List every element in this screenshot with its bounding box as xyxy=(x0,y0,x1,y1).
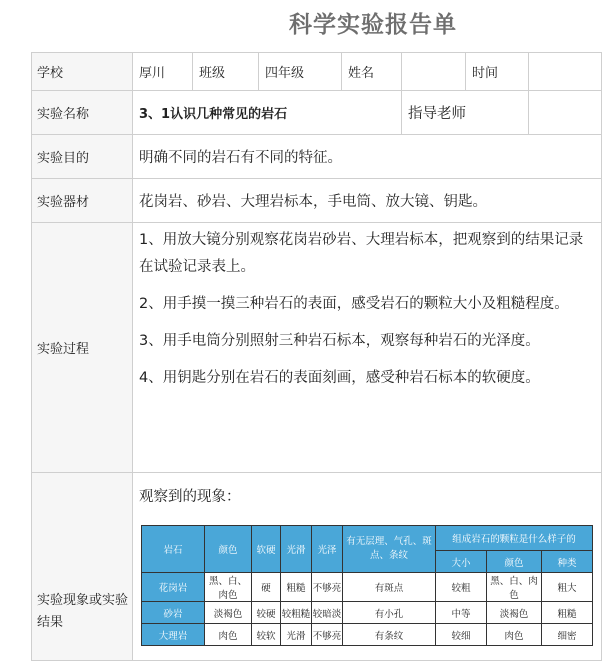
time-label: 时间 xyxy=(466,53,529,91)
observation-table xyxy=(141,525,593,646)
process-steps[interactable] xyxy=(133,223,602,473)
td-smooth: 光滑 xyxy=(281,624,312,646)
table-row xyxy=(142,573,593,602)
td-features: 有条纹 xyxy=(343,624,436,646)
purpose-label: 实验目的 xyxy=(32,135,133,179)
th-hardness: 软硬 xyxy=(252,526,281,573)
td-type: 粗糙 xyxy=(542,602,593,624)
td-grain-color: 淡褐色 xyxy=(487,602,542,624)
td-type: 细密 xyxy=(542,624,593,646)
table-row xyxy=(142,624,593,646)
td-size: 较粗 xyxy=(436,573,487,602)
th-features: 有无层理、气孔、斑点、条纹 xyxy=(343,526,436,573)
td-hardness: 较软 xyxy=(252,624,281,646)
school-value[interactable]: 厚川 xyxy=(133,53,193,91)
td-type: 粗大 xyxy=(542,573,593,602)
class-value[interactable]: 四年级 xyxy=(259,53,342,91)
result-area[interactable] xyxy=(133,473,602,661)
equipment-label: 实验器材 xyxy=(32,179,133,223)
process-label: 实验过程 xyxy=(32,223,133,473)
teacher-value[interactable] xyxy=(529,91,602,135)
td-color: 淡褐色 xyxy=(205,602,252,624)
td-grain-color: 肉色 xyxy=(487,624,542,646)
td-luster: 不够亮 xyxy=(312,624,343,646)
process-step: 1、用放大镜分别观察花岗岩砂岩、大理岩标本，把观察到的结果记录在试验记录表上。 xyxy=(139,232,584,275)
experiment-name-label: 实验名称 xyxy=(32,91,133,135)
td-features: 有小孔 xyxy=(343,602,436,624)
td-size: 中等 xyxy=(436,602,487,624)
td-luster: 较暗淡 xyxy=(312,602,343,624)
td-color: 黑、白、肉色 xyxy=(205,573,252,602)
th-color: 颜色 xyxy=(205,526,252,573)
class-label: 班级 xyxy=(193,53,259,91)
td-luster: 不够亮 xyxy=(312,573,343,602)
th-size: 大小 xyxy=(436,551,487,573)
td-rock: 花岗岩 xyxy=(142,573,205,602)
time-value[interactable] xyxy=(529,53,602,91)
result-label-text: 实验现象或实验结果 xyxy=(37,593,129,630)
process-step: 2、用手摸一摸三种岩石的表面，感受岩石的颗粒大小及粗糙程度。 xyxy=(139,296,569,312)
name-label: 姓名 xyxy=(342,53,402,91)
td-smooth: 粗糙 xyxy=(281,573,312,602)
td-hardness: 硬 xyxy=(252,573,281,602)
page-title: 科学实验报告单 xyxy=(289,12,457,38)
td-smooth: 较粗糙 xyxy=(281,602,312,624)
td-grain-color: 黑、白、肉色 xyxy=(487,573,542,602)
td-hardness: 较硬 xyxy=(252,602,281,624)
th-rock: 岩石 xyxy=(142,526,205,573)
td-rock: 砂岩 xyxy=(142,602,205,624)
th-grain-group: 组成岩石的颗粒是什么样子的 xyxy=(436,526,593,551)
td-size: 较细 xyxy=(436,624,487,646)
teacher-label: 指导老师 xyxy=(402,91,529,135)
report-form xyxy=(31,52,602,661)
th-smooth: 光滑 xyxy=(281,526,312,573)
purpose-value[interactable]: 明确不同的岩石有不同的特征。 xyxy=(133,135,602,179)
process-step: 3、用手电筒分别照射三种岩石标本，观察每种岩石的光泽度。 xyxy=(139,333,540,349)
experiment-name-value[interactable]: 3、1认识几种常见的岩石 xyxy=(133,91,402,135)
name-value[interactable] xyxy=(402,53,466,91)
th-luster: 光泽 xyxy=(312,526,343,573)
td-rock: 大理岩 xyxy=(142,624,205,646)
result-label xyxy=(32,473,133,661)
table-row xyxy=(142,602,593,624)
th-grain-color: 颜色 xyxy=(487,551,542,573)
observation-title: 观察到的现象： xyxy=(139,489,241,505)
equipment-value[interactable]: 花岗岩、砂岩、大理岩标本，手电筒、放大镜、钥匙。 xyxy=(133,179,602,223)
td-color: 肉色 xyxy=(205,624,252,646)
process-step: 4、用钥匙分别在岩石的表面刻画，感受种岩石标本的软硬度。 xyxy=(139,370,540,386)
school-label: 学校 xyxy=(32,53,133,91)
td-features: 有斑点 xyxy=(343,573,436,602)
th-type: 种类 xyxy=(542,551,593,573)
